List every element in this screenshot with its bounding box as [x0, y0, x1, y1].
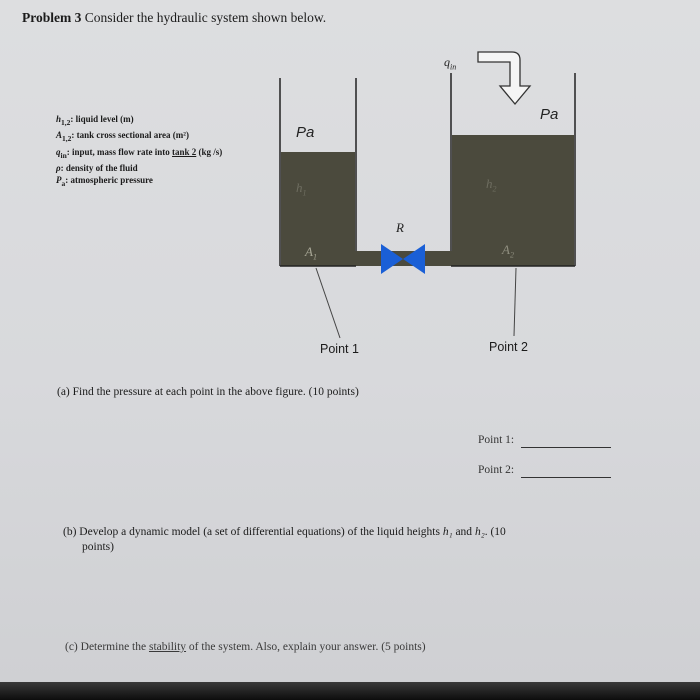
point2-label: Point 2 — [489, 340, 528, 354]
question-c: (c) Determine the stability of the system. Also, explain your answer. (5 points) — [65, 641, 426, 653]
valve-icon-right — [403, 244, 425, 274]
inflow-label: $q_{in}$ — [444, 55, 457, 72]
inflow-arrow-icon — [478, 52, 530, 104]
pa-right-label: Pa — [540, 106, 559, 123]
point2-answer-label: Point 2: — [478, 464, 515, 476]
legend-item-h: $h_{1,2}$: liquid level (m) — [56, 114, 134, 127]
legend-item-a: $A_{1,2}$: tank cross sectional area (m²) — [56, 130, 189, 144]
resistance-label: R — [396, 220, 404, 235]
problem-number: Problem 3 — [22, 10, 82, 25]
point1-answer-label: Point 1: — [478, 434, 515, 446]
legend-item-p: $P_a$: atmospheric pressure — [56, 175, 153, 189]
point1-label: Point 1 — [320, 342, 359, 356]
h2-label: $h_2$ — [486, 176, 497, 194]
point2-answer-blank[interactable] — [521, 477, 611, 478]
problem-statement: Consider the hydraulic system shown below. — [81, 10, 327, 25]
photo-edge-shadow — [0, 682, 700, 700]
point1-leader — [316, 268, 340, 338]
valve-icon — [381, 244, 403, 274]
a2-label: $A_2$ — [502, 242, 514, 260]
question-b-line2: points) — [82, 541, 114, 553]
connecting-pipe — [355, 251, 452, 266]
legend-item-q: $q_{in}$: input, mass flow rate into tank 2 (kg /s) — [56, 146, 223, 160]
question-a: (a) Find the pressure at each point in the above figure. (10 points) — [57, 386, 359, 398]
pa-left-label: Pa — [296, 124, 315, 141]
a1-label: $A_1$ — [305, 244, 317, 262]
point1-answer-blank[interactable] — [521, 447, 611, 448]
legend-item-rho: ρ: density of the fluid — [56, 162, 138, 173]
tank1-water — [281, 152, 355, 266]
h1-label: $h_1$ — [296, 180, 307, 198]
question-b-line1: (b) Develop a dynamic model (a set of differential equations) of the liquid heights h₁ and h₂. (10 — [63, 526, 506, 538]
point2-leader — [514, 268, 516, 336]
